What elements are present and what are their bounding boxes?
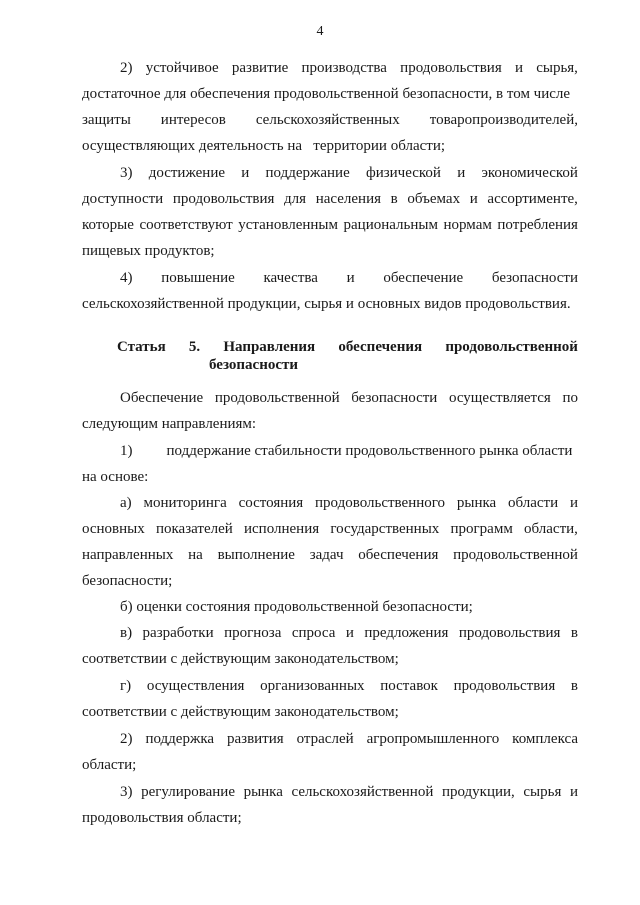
word: установленным (238, 217, 338, 233)
subpoint-b-paragraph (82, 594, 578, 620)
word: Обеспечение (120, 390, 204, 406)
word: осуществляется (448, 390, 551, 406)
word: мониторинга (143, 495, 227, 511)
word: выполнение (217, 547, 295, 563)
word: задач (309, 547, 344, 563)
item-number: 3) (120, 784, 133, 800)
word: и (241, 165, 250, 181)
word: продовольственной (214, 390, 340, 406)
point-2-line-2: области; (82, 757, 137, 773)
word: и (457, 165, 466, 181)
subpoint-b-line-1: б) оценки состояния продовольственной безопасности; (120, 599, 473, 615)
word: продукции, (441, 784, 515, 800)
word: сырья, (536, 60, 578, 76)
word: защиты (82, 112, 131, 128)
point-3-line-2: продовольствия области; (82, 810, 242, 826)
item-number: 2) (120, 60, 133, 76)
item-2-line-4: осуществляющих деятельность на территории области; (82, 138, 446, 154)
item-4-paragraph (82, 265, 578, 317)
word: предложения (364, 625, 449, 641)
point-1-paragraph (82, 438, 578, 490)
word: области, (524, 521, 578, 537)
word: нормам (443, 217, 492, 233)
word: сырья (523, 784, 562, 800)
word: товаропроизводителей, (429, 112, 578, 128)
word: на (188, 547, 203, 563)
word: поддержка (145, 731, 215, 747)
word: повышение (161, 270, 235, 286)
intro-line-1 (82, 385, 578, 411)
word: рынка (456, 495, 497, 511)
word: продовольствия (400, 60, 502, 76)
word: и (569, 495, 578, 511)
article-heading-line-1 (117, 338, 578, 356)
subpoint-a-line-4: безопасности; (82, 573, 173, 589)
word: Направления (223, 339, 316, 355)
point-1-line-2: на основе: (82, 469, 149, 485)
word: отраслей (296, 731, 354, 747)
subpoint-v-line-2: соответствии с действующим законодательством; (82, 651, 399, 667)
word: обеспечения (358, 547, 439, 563)
subpoint-g-line-2: соответствии с действующим законодательством; (82, 704, 399, 720)
word: продовольствия (172, 191, 275, 207)
article-heading (117, 338, 578, 374)
article-label: Статья (117, 339, 166, 355)
subpoint-a-paragraph (82, 490, 578, 594)
word: поддержание (265, 165, 350, 181)
word: направленных (82, 547, 174, 563)
word: программ (450, 521, 513, 537)
word: и (346, 270, 355, 286)
subpoint-g-line-1 (82, 673, 578, 699)
word: продовольственной (453, 547, 578, 563)
item-3-line-4: пищевых продуктов; (82, 243, 215, 259)
word: области (508, 495, 559, 511)
word: сельскохозяйственной (291, 784, 434, 800)
word: достижение (148, 165, 226, 181)
article-number: 5. (188, 339, 201, 355)
point-2-paragraph (82, 726, 578, 778)
item-number: 1) (120, 443, 133, 459)
item-number: 3) (120, 165, 133, 181)
word: продовольственной (445, 339, 578, 355)
word: обеспечение (383, 270, 464, 286)
item-4-line-1 (82, 265, 578, 291)
subpoint-marker: г) (120, 678, 132, 694)
word: спроса (291, 625, 336, 641)
word: населения (315, 191, 381, 207)
point-1-line-1 (82, 438, 578, 464)
word: развитие (231, 60, 289, 76)
word: сельскохозяйственных (255, 112, 400, 128)
point-1-text: поддержание стабильности продовольственного рынка области (166, 443, 573, 459)
word: рынка (243, 784, 283, 800)
word: ассортименте, (487, 191, 578, 207)
word: интересов (160, 112, 226, 128)
point-2-line-1 (82, 726, 578, 752)
item-3-paragraph (82, 160, 578, 264)
word: государственных (330, 521, 440, 537)
word: производства (301, 60, 387, 76)
word: доступности (82, 191, 164, 207)
word: в (390, 191, 398, 207)
word: физической (365, 165, 441, 181)
word: агропромышленного (366, 731, 500, 747)
item-number: 2) (120, 731, 133, 747)
word: объемах (407, 191, 461, 207)
word: и (345, 625, 354, 641)
word: комплекса (512, 731, 578, 747)
word: регулирование (141, 784, 235, 800)
word: исполнения (243, 521, 320, 537)
word: показателей (155, 521, 233, 537)
word: экономической (481, 165, 578, 181)
article-heading-line-2: безопасности (209, 357, 299, 373)
word: и (514, 60, 523, 76)
word: безопасности (491, 270, 578, 286)
word: состояния (238, 495, 304, 511)
subpoint-marker: а) (120, 495, 132, 511)
subpoint-v-line-1 (82, 620, 578, 646)
word: продовольственного (315, 495, 446, 511)
word: продовольствия (453, 678, 556, 694)
word: основных (82, 521, 145, 537)
word: по (562, 390, 578, 406)
word: устойчивое (145, 60, 219, 76)
word: развития (226, 731, 284, 747)
page-number: 4 (316, 24, 324, 39)
item-2-paragraph (82, 55, 578, 159)
word: для (284, 191, 307, 207)
item-number: 4) (120, 270, 133, 286)
item-4-line-2: сельскохозяйственной продукции, сырья и основных видов продовольствия. (82, 296, 571, 312)
word: соответствуют (139, 217, 233, 233)
word: поставок (380, 678, 438, 694)
subpoint-a-line-1 (82, 490, 578, 516)
word: и (469, 191, 478, 207)
item-2-line-1 (82, 55, 578, 81)
word: в (570, 678, 578, 694)
point-3-line-1 (82, 779, 578, 805)
subpoint-v-paragraph (82, 620, 578, 672)
word: организованных (260, 678, 365, 694)
item-3-line-1 (82, 160, 578, 186)
word: осуществления (146, 678, 245, 694)
word: разработки (142, 625, 214, 641)
word: обеспечения (338, 339, 423, 355)
point-3-paragraph (82, 779, 578, 831)
item-3-line-3 (82, 212, 578, 238)
item-3-line-2 (82, 186, 578, 212)
word: продовольствия (458, 625, 561, 641)
item-2-line-3 (82, 107, 578, 133)
word: потребления (497, 217, 578, 233)
word: качества (263, 270, 318, 286)
subpoint-a-line-3 (82, 542, 578, 568)
word: которые (82, 217, 134, 233)
word: прогноза (224, 625, 282, 641)
word: безопасности (351, 390, 438, 406)
subpoint-g-paragraph (82, 673, 578, 725)
subpoint-a-line-2 (82, 516, 578, 542)
intro-line-2: следующим направлениям: (82, 416, 257, 432)
word: рациональным (343, 217, 438, 233)
intro-paragraph (82, 385, 578, 437)
word: в (570, 625, 578, 641)
item-2-line-2: достаточное для обеспечения продовольственной безопасности, в том числе (82, 86, 571, 102)
subpoint-marker: в) (120, 625, 133, 641)
word: и (569, 784, 578, 800)
